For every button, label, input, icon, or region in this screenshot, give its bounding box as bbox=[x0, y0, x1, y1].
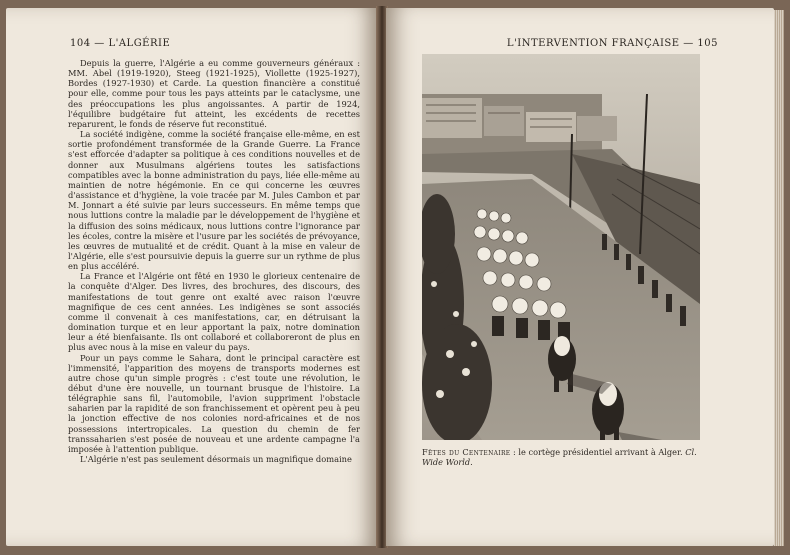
photo-caption bbox=[422, 447, 712, 467]
caption-title: Fêtes du Centenaire bbox=[422, 447, 511, 457]
paragraph: La France et l'Algérie ont fêté en 1930 le glorieux centenaire de la conquête d'Alger. Des livres, des brochures, des discours, des manifestations de tout genre ont exalté avec raison l'œuvre magnifique de ces cent années. Les indigènes se sont associés comme il convenait à ces manifestations, car, en détruisant la domination turque et en leur apportant la paix, notre domination leur a été bienfaisante. Ils ont collaboré et collaboreront de plus en plus avec nous à la mise en valeur du pays. bbox=[68, 271, 360, 353]
left-page-header: 104 — L'ALGÉRIE bbox=[70, 38, 171, 49]
left-page-text bbox=[68, 58, 360, 464]
paragraph: L'Algérie n'est pas seulement désormais un magnifique domaine bbox=[80, 454, 352, 465]
left-page bbox=[6, 8, 378, 546]
paragraph: Pour un pays comme le Sahara, dont le principal caractère est l'immensité, l'apparition des moyens de transports modernes est autre chose qu'un simple progrès : c'est toute une révolution, le début d'une ère nouvelle, un tournant brusque de l'histoire. La télégraphie sans fil, l'automobile, l'avion suppriment l'obstacle saharien par la rapidité de son franchissement et opèrent peu à peu la jonction effective de nos colonies nord-africaines et de nos possessions intertropicales. La question du chemin de fer transsaharien s'est posée de nouveau et une ardente campagne l'a imposée à l'attention publique. bbox=[68, 352, 360, 454]
procession-photo bbox=[422, 54, 700, 440]
right-page-header: L'INTERVENTION FRANÇAISE — 105 bbox=[506, 38, 718, 49]
caption-credit: Cl. Wide World. bbox=[422, 447, 697, 467]
right-page bbox=[386, 8, 774, 546]
page-edges bbox=[774, 10, 784, 546]
paragraph: Depuis la guerre, l'Algérie a eu comme gouverneurs généraux : MM. Abel (1919-1920), Steeg (1921-1925), Viollette (1925-1927), Bordes (1927-1930) et Carde. La question financière a constitué pour elle, comme pour tous les pays atteints par le cataclysme, une des préoccupations les plus angoissantes. A partir de 1924, l'équilibre budgétaire fut atteint, les excédents de recettes reparurent, le fonds de réserve fut reconstitué. bbox=[68, 58, 360, 129]
caption-text: : le cortège présidentiel arrivant à Alger. bbox=[510, 447, 683, 457]
paragraph: La société indigène, comme la société française elle-même, en est sortie profondément transformée de la Grande Guerre. La France s'est efforcée d'adapter sa politique à ces conditions nouvelles et de donner aux Musulmans algériens toutes les satisfactions compatibles avec la bonne administration du pays, liée elle-même au maintien de notre hégémonie. En ce qui concerne les œuvres d'assistance et d'hygiène, la voie tracée par M. Jules Cambon et par M. Jonnart a été suivie par leurs successeurs. En même temps que nous luttions contre la maladie par le développement de l'hygiène et la diffusion des soins médicaux, nous luttions contre l'ignorance par les écoles, contre la misère et l'usure par les sociétés de prévoyance, les œuvres de mutualité et de crédit. Quant à la mise en valeur de l'Algérie, elle s'est poursuivie depuis la guerre sur un rythme de plus en plus accéléré. bbox=[68, 129, 360, 272]
procession-photo-illustration bbox=[422, 54, 700, 440]
